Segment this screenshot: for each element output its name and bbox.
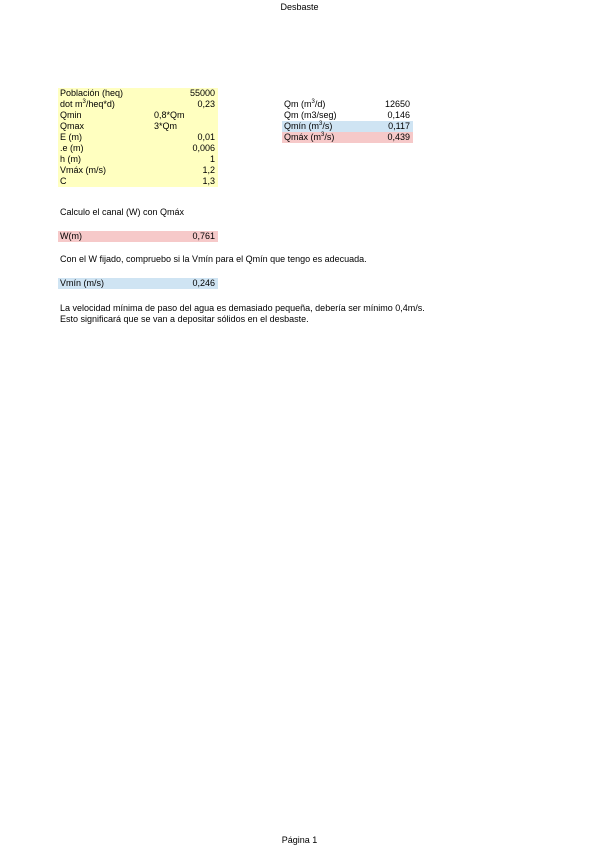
param-row-c	[58, 176, 218, 187]
param-value: 0,23	[197, 99, 215, 109]
param-value: 1,3	[202, 176, 215, 186]
vmin-value: 0,246	[192, 278, 215, 288]
param-label: E (m)	[60, 132, 82, 142]
flow-value: 0,439	[387, 132, 410, 142]
param-row-e-small	[58, 143, 218, 154]
flow-label: Qm (m3/seg)	[284, 110, 337, 120]
conclusion-line-1: La velocidad mínima de paso del agua es demasiado pequeña, debería ser mínimo 0,4m/s.	[60, 303, 425, 313]
conclusion-line-2: Esto significará que se van a depositar sólidos en el desbaste.	[60, 314, 309, 324]
flow-label: Qm $(m^3/d)$	[284, 99, 326, 109]
param-label: Qmax	[60, 121, 85, 131]
flow-value: 0,146	[387, 110, 410, 120]
param-formula: 3*Qm	[154, 121, 178, 131]
flow-value: 0,117	[388, 121, 410, 131]
w-result-row	[58, 231, 218, 242]
calc-heading: Calculo el canal (W) con Qmáx	[60, 207, 185, 217]
param-formula: 0,8*Qm	[154, 110, 185, 120]
page-header: Desbaste	[280, 2, 319, 12]
check-text: Con el W fijado, compruebo si la Vmín para el Qmín que tengo es adecuada.	[60, 254, 367, 264]
param-value: 1,2	[202, 165, 215, 175]
param-label: Qmin	[60, 110, 82, 120]
param-label: Población (heq)	[60, 88, 124, 98]
param-row-dot	[58, 99, 218, 110]
param-row-poblacion	[58, 88, 218, 99]
param-row-qmax	[58, 121, 218, 132]
param-value: 1	[209, 154, 215, 164]
flow-row-qmax	[282, 132, 413, 143]
vmin-result-row	[58, 278, 218, 289]
flow-value: 12650	[384, 99, 410, 109]
flow-row-qmin	[282, 121, 413, 132]
vmin-label: Vmín (m/s)	[60, 278, 104, 288]
param-label: dot $m^3/heq*d$)	[60, 99, 115, 109]
param-value: 0,006	[192, 143, 215, 153]
param-row-e	[58, 132, 218, 143]
param-row-h	[58, 154, 218, 165]
param-label: h (m)	[60, 154, 81, 164]
w-label: W(m)	[60, 231, 82, 241]
w-value: 0,761	[192, 231, 215, 241]
param-row-qmin	[58, 110, 218, 121]
param-row-vmax	[58, 165, 218, 176]
param-value: 55000	[189, 88, 215, 98]
param-label: C	[60, 176, 67, 186]
param-label: .e (m)	[60, 143, 84, 153]
flow-row-qm-d	[282, 99, 413, 110]
param-label: Vmáx (m/s)	[60, 165, 106, 175]
flow-label: Qmáx $(m^3/s)$	[284, 132, 335, 142]
flow-row-qm-seg	[282, 110, 413, 121]
flow-label: Qmín $(m^3/s)$	[284, 121, 333, 131]
page-footer: Página 1	[281, 835, 318, 845]
param-value: 0,01	[197, 132, 215, 142]
